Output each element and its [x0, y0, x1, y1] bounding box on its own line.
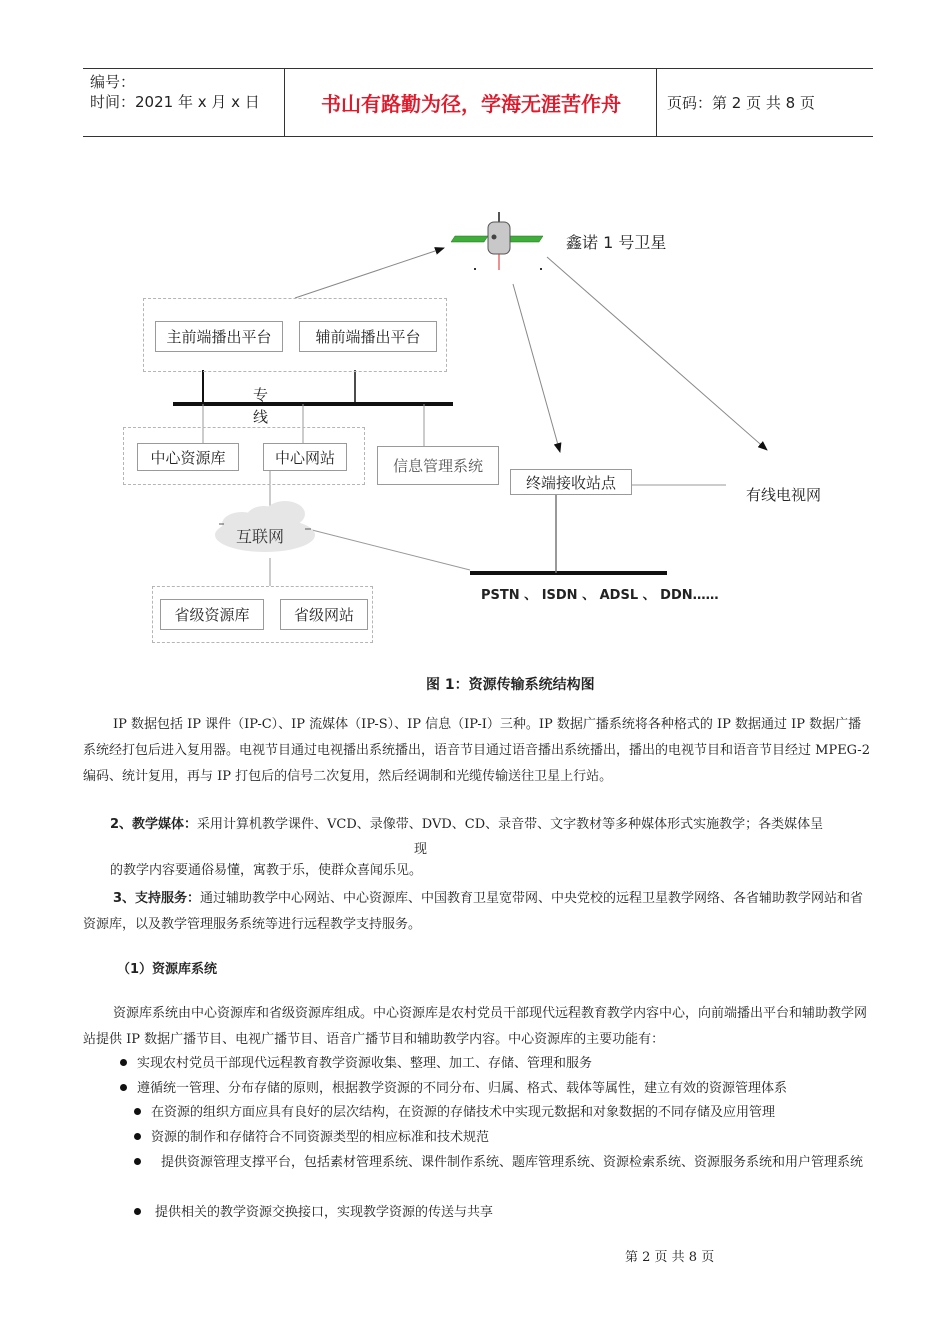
section-media-continued: 现: [414, 842, 428, 857]
list-item: 实现农村党员干部现代远程教育教学资源收集、整理、加工、存储、管理和服务: [120, 1052, 592, 1076]
subsection-title: [117, 957, 217, 983]
subsection-resource-system: （1）资源库系统: [117, 962, 218, 977]
list-item: 提供相关的教学资源交换接口，实现教学资源的传送与共享: [134, 1201, 493, 1225]
section-title-media: 2、教学媒体：: [110, 817, 198, 832]
bullet-icon: [134, 1133, 141, 1140]
satellite-icon: [451, 212, 543, 270]
header-time: 时间：2021 年 x 月 x 日: [90, 93, 260, 111]
downlink-terminal-arrow: [513, 284, 560, 452]
list-item: 遵循统一管理、分布存储的原则，根据教学资源的不同分布、归属、格式、载体等属性，建立有效的资源管理体系: [120, 1077, 787, 1101]
list-item: 提供资源管理支撑平台，包括素材管理系统、课件制作系统、题库管理系统、资源检索系统、资源服务系统和用户管理系统: [134, 1151, 874, 1175]
section-media-continued-2: 的教学内容要通俗易懂，寓教于乐，使群众喜闻乐见。: [110, 863, 423, 878]
paragraph-ip-data: IP 数据包括 IP 课件（IP-C）、IP 流媒体（IP-S）、IP 信息（IP-I）三种。IP 数据广播系统将各种格式的 IP 数据通过 IP 数据广播系统经打包后进入复用器。电视节目通过电视播出系统播出，语音节目通过语音播出系统播出，播出的电视节目和语音节目经过 MPEG-2 编码、统计复用，再与 IP 打包后的信号二次复用，然后经调制和光缆传输送往卫星上行站。: [83, 717, 870, 784]
bullet-icon: [120, 1084, 127, 1091]
network-types-label: PSTN 、 ISDN 、 ADSL 、 DDN……: [481, 588, 719, 603]
paragraph-resource-system: 资源库系统由中心资源库和省级资源库组成。中心资源库是农村党员干部现代远程教育教学内容中心，向前端播出平台和辅助教学网站提供 IP 数据广播节目、电视广播节目、语音广播节目和辅助教学内容。中心资源库的主要功能有：: [83, 1006, 868, 1047]
terminal-station-box: 终端接收站点: [510, 469, 632, 495]
header-motto: 书山有路勤为径，学海无涯苦作舟: [321, 91, 621, 116]
bullet-icon: [120, 1059, 127, 1066]
list-item: 资源的制作和存储符合不同资源类型的相应标准和技术规范: [134, 1126, 489, 1150]
main-platform-box: 主前端播出平台: [155, 321, 283, 352]
section-text-media: 采用计算机教学课件、VCD、录像带、DVD、CD、录音带、文字教材等多种媒体形式实施教学；各类媒体呈: [197, 817, 824, 832]
section-teaching-media: [110, 812, 870, 838]
internet-label: 互联网: [236, 527, 285, 546]
aux-platform-box: 辅前端播出平台: [299, 321, 437, 352]
provincial-repository-box: 省级资源库: [160, 599, 264, 630]
downlink-cable-arrow: [547, 257, 767, 450]
list-item: 在资源的组织方面应具有良好的层次结构，在资源的存储技术中实现元数据和对象数据的不同存储及应用管理: [134, 1101, 775, 1125]
central-repository-box: 中心资源库: [137, 443, 239, 471]
info-system-box: 信息管理系统: [377, 446, 499, 485]
section-text-support: 通过辅助教学中心网站、中心资源库、中国教育卫星宽带网、中央党校的远程卫星教学网络、各省辅助教学网站和省资源库，以及教学管理服务系统等进行远程教学支持服务。: [83, 891, 864, 932]
bullet-icon: [134, 1208, 141, 1215]
dedicated-line-label: 专线: [253, 386, 269, 426]
section-support-services: [83, 886, 873, 938]
provincial-website-box: 省级网站: [280, 599, 368, 630]
satellite-label: 鑫诺 1 号卫星: [566, 233, 667, 252]
cable-tv-label: 有线电视网: [746, 486, 822, 504]
header-page-number: 页码：第 2 页 共 8 页: [667, 94, 815, 112]
bullet-icon: [134, 1158, 141, 1165]
section-title-support: 3、支持服务：: [113, 891, 201, 906]
header-number: 编号：: [90, 73, 136, 91]
central-website-box: 中心网站: [263, 443, 347, 471]
figure-caption: 图 1：资源传输系统结构图: [426, 677, 595, 693]
uplink-arrow: [295, 248, 444, 298]
bullet-icon: [134, 1108, 141, 1115]
footer-page-number: 第 2 页 共 8 页: [625, 1250, 715, 1265]
